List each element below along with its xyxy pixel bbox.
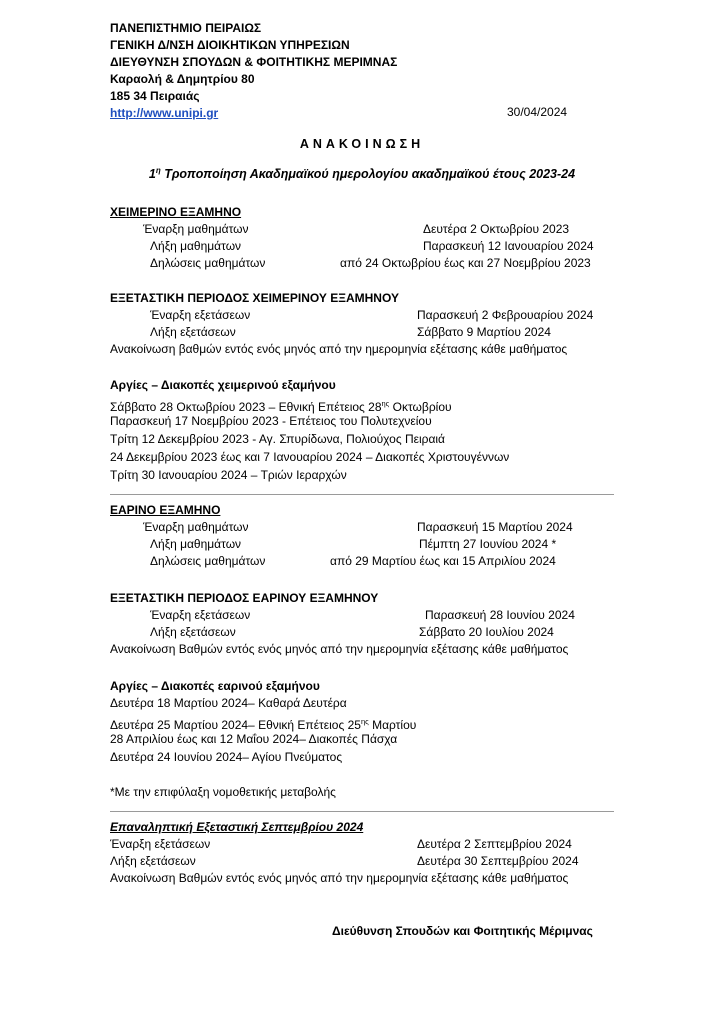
holiday-text: Οκτωβρίου xyxy=(389,400,452,414)
page-title: ΑΝΑΚΟΙΝΩΣΗ xyxy=(299,137,425,151)
subtitle xyxy=(0,166,724,181)
holiday-text: Μαρτίου xyxy=(368,718,417,732)
winter-exams-heading: ΕΞΕΤΑΣΤΙΚΗ ΠΕΡΙΟΔΟΣ ΧΕΙΜΕΡΙΝΟΥ ΕΞΑΜΗΝΟΥ xyxy=(110,291,399,305)
row-label: Λήξη εξετάσεων xyxy=(150,325,236,339)
row-value: από 29 Μαρτίου έως και 15 Απριλίου 2024 xyxy=(330,554,556,568)
row-value: Πέμπτη 27 Ιουνίου 2024 * xyxy=(419,537,557,551)
subtitle-number: 1 xyxy=(148,167,156,182)
row-value: Παρασκευή 15 Μαρτίου 2024 xyxy=(417,520,573,534)
holiday-item: Δευτέρα 18 Μαρτίου 2024– Καθαρά Δευτέρα xyxy=(110,696,347,710)
row-value: Σάββατο 9 Μαρτίου 2024 xyxy=(417,325,551,339)
holiday-ordinal: ης xyxy=(381,399,390,408)
row-label: Λήξη εξετάσεων xyxy=(150,625,236,639)
september-heading: Επαναληπτική Εξεταστική Σεπτεμβρίου 2024 xyxy=(110,820,364,834)
row-label: Έναρξη μαθημάτων xyxy=(143,520,249,534)
row-value: από 24 Οκτωβρίου έως και 27 Νοεμβρίου 2023 xyxy=(340,256,591,270)
winter-holidays-heading: Αργίες – Διακοπές χειμερινού εξαμήνου xyxy=(110,378,336,392)
subtitle-ordinal: η xyxy=(155,166,161,175)
holiday-item: Παρασκευή 17 Νοεμβρίου 2023 - Επέτειος του Πολυτεχνείου xyxy=(110,414,432,428)
directorate: ΔΙΕΥΘΥΝΣΗ ΣΠΟΥΔΩΝ & ΦΟΙΤΗΤΙΚΗΣ ΜΕΡΙΜΝΑΣ xyxy=(110,55,398,69)
september-grades-note: Ανακοίνωση Βαθμών εντός ενός μηνός από την ημερομηνία εξέτασης κάθε μαθήματος xyxy=(110,871,569,885)
letterhead xyxy=(110,20,397,122)
winter-exams-grades-note: Ανακοίνωση βαθμών εντός ενός μηνός από την ημερομηνία εξέτασης κάθε μαθήματος xyxy=(110,342,568,356)
holiday-item: Τρίτη 12 Δεκεμβρίου 2023 - Αγ. Σπυρίδωνα, Πολιούχος Πειραιά xyxy=(110,432,445,446)
row-label: Δηλώσεις μαθημάτων xyxy=(150,256,266,270)
holiday-item: Τρίτη 30 Ιανουαρίου 2024 – Τριών Ιεραρχών xyxy=(110,468,347,482)
holiday-text: Δευτέρα 25 Μαρτίου 2024– Εθνική Επέτειος 25 xyxy=(110,718,361,732)
holiday-item: Δευτέρα 24 Ιουνίου 2024– Αγίου Πνεύματος xyxy=(110,750,343,764)
announcement-date: 30/04/2024 xyxy=(507,105,568,119)
row-value: Δευτέρα 2 Οκτωβρίου 2023 xyxy=(423,222,570,236)
row-value: Δευτέρα 2 Σεπτεμβρίου 2024 xyxy=(417,837,572,851)
divider xyxy=(110,494,614,495)
winter-heading: ΧΕΙΜΕΡΙΝΟ ΕΞΑΜΗΝΟ xyxy=(110,205,242,219)
row-label: Δηλώσεις μαθημάτων xyxy=(150,554,266,568)
holiday-text: Σάββατο 28 Οκτωβρίου 2023 – Εθνική Επέτειος 28 xyxy=(110,400,382,414)
university-name: ΠΑΝΕΠΙΣΤΗΜΙΟ ΠΕΙΡΑΙΩΣ xyxy=(110,21,262,35)
row-label: Λήξη μαθημάτων xyxy=(150,537,242,551)
divider xyxy=(110,811,614,812)
spring-holidays-heading: Αργίες – Διακοπές εαρινού εξαμήνου xyxy=(110,679,320,693)
spring-exams-grades-note: Ανακοίνωση Βαθμών εντός ενός μηνός από την ημερομηνία εξέτασης κάθε μαθήματος xyxy=(110,642,569,656)
spring-heading: ΕΑΡΙΝΟ ΕΞΑΜΗΝΟ xyxy=(110,503,221,517)
website-link[interactable]: http://www.unipi.gr xyxy=(110,106,219,120)
postal-address: 185 34 Πειραιάς xyxy=(110,89,200,103)
footnote: *Με την επιφύλαξη νομοθετικής μεταβολής xyxy=(110,785,336,799)
spring-exams-heading: ΕΞΕΤΑΣΤΙΚΗ ΠΕΡΙΟΔΟΣ ΕΑΡΙΝΟΥ ΕΞΑΜΗΝΟΥ xyxy=(110,591,379,605)
holiday-item: 24 Δεκεμβρίου 2023 έως και 7 Ιανουαρίου 2024 – Διακοπές Χριστουγέννων xyxy=(110,450,510,464)
row-label: Λήξη εξετάσεων xyxy=(110,854,196,868)
row-value: Παρασκευή 2 Φεβρουαρίου 2024 xyxy=(417,308,594,322)
row-label: Έναρξη εξετάσεων xyxy=(150,308,251,322)
street-address: Καραολή & Δημητρίου 80 xyxy=(110,72,255,86)
holiday-ordinal: ης xyxy=(360,717,369,726)
row-value: Παρασκευή 28 Ιουνίου 2024 xyxy=(425,608,575,622)
signature: Διεύθυνση Σπουδών και Φοιτητικής Μέριμνας xyxy=(332,924,593,938)
row-label: Έναρξη εξετάσεων xyxy=(150,608,251,622)
general-directorate: ΓΕΝΙΚΗ Δ/ΝΣΗ ΔΙΟΙΚΗΤΙΚΩΝ ΥΠΗΡΕΣΙΩΝ xyxy=(110,38,350,52)
row-label: Λήξη μαθημάτων xyxy=(150,239,242,253)
row-value: Παρασκευή 12 Ιανουαρίου 2024 xyxy=(423,239,594,253)
holiday-item: 28 Απριλίου έως και 12 Μαΐου 2024– Διακοπές Πάσχα xyxy=(110,732,398,746)
row-label: Έναρξη μαθημάτων xyxy=(143,222,249,236)
row-value: Σάββατο 20 Ιουλίου 2024 xyxy=(419,625,554,639)
row-value: Δευτέρα 30 Σεπτεμβρίου 2024 xyxy=(417,854,579,868)
subtitle-text: Τροποποίηση Ακαδημαϊκού ημερολογίου ακαδημαϊκού έτους 2023-24 xyxy=(160,167,576,182)
row-label: Έναρξη εξετάσεων xyxy=(110,837,211,851)
